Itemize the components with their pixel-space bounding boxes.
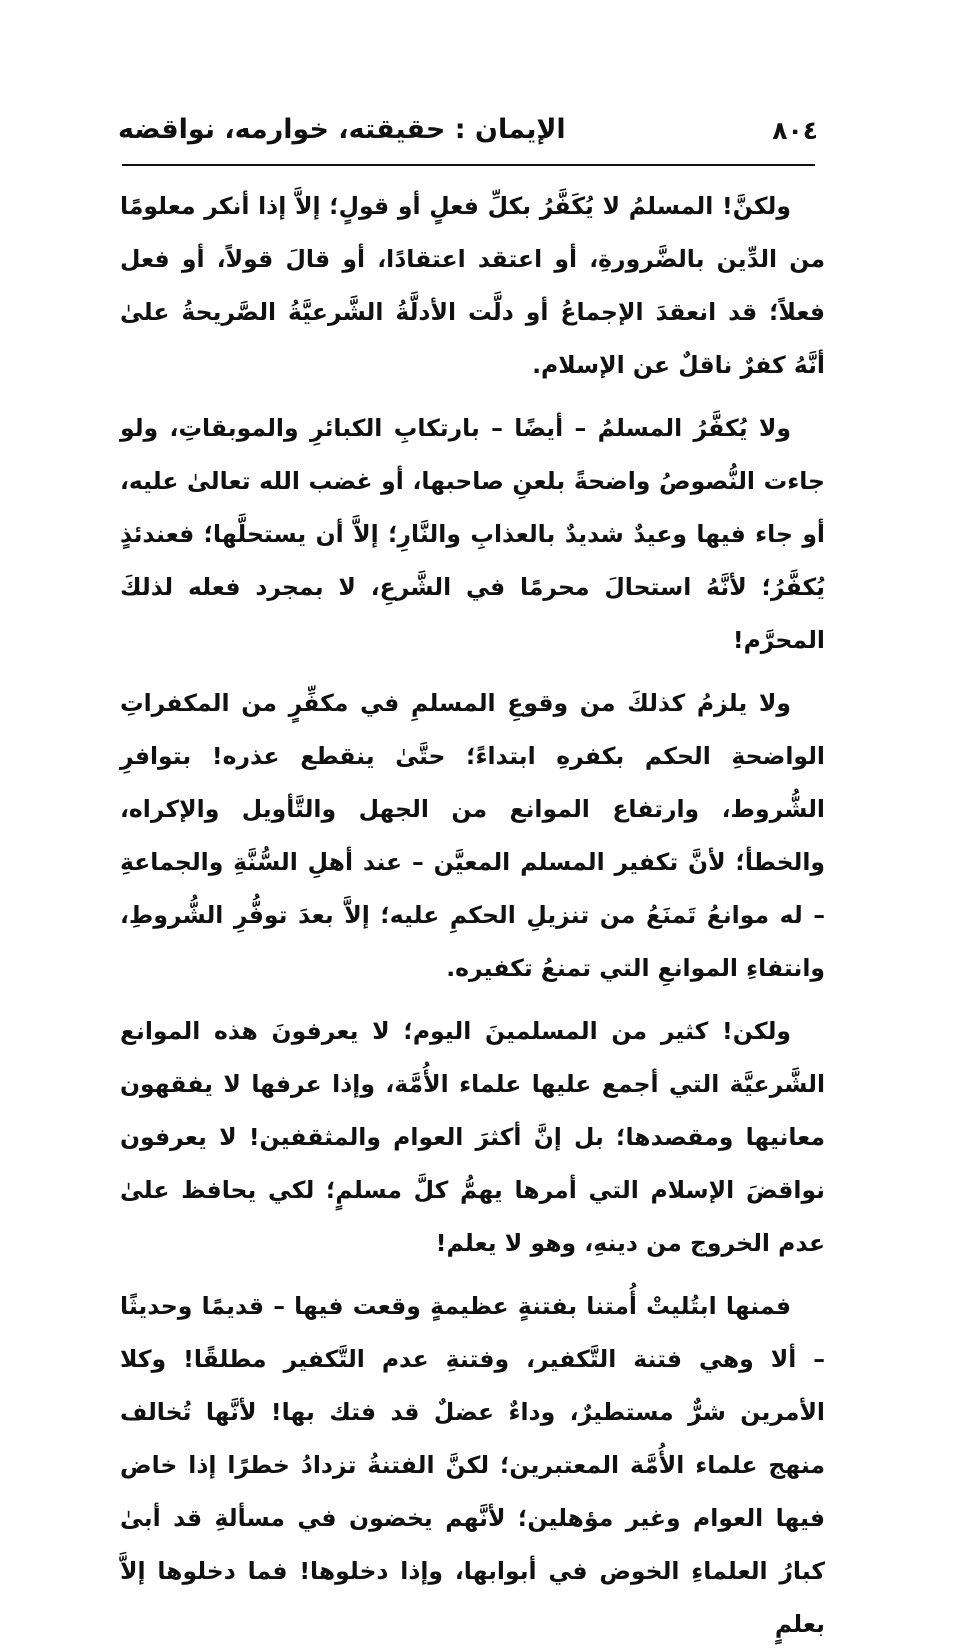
header-rule: [122, 164, 815, 166]
paragraph: فمنها ابتُليتْ أُمتنا بفتنةٍ عظيمةٍ وقعت فيها – قديمًا وحديثًا – ألا وهي فتنة التَّكفير، وفتنةِ عدم التَّكفير مطلقًا! وكلا الأمرين شرٌّ مستطيرٌ، وداءٌ عضلٌ قد فتك بها! لأنَّها تُخالف منهج علماء الأُمَّة المعتبرين؛ لكنَّ الفتنةُ تزدادُ خطرًا إذا خاض فيها العوام وغير مؤهلين؛ لأنَّهم يخضون في مسألةِ قد أبىٰ كبارُ العلماءِ الخوض في أبوابها، وإذا دخلوها! فما دخلوها إلاَّ بعلمٍ: [120, 1292, 825, 1638]
paragraph: ولكن! كثير من المسلمينَ اليوم؛ لا يعرفونَ هذه الموانع الشَّرعيَّة التي أجمع عليها علماء الأُمَّة، وإذا عرفها لا يفقهون معانيها ومقصدها؛ بل إنَّ أكثرَ العوام والمثقفين! لا يعرفون نواقضَ الإسلام التي أمرها يهمُّ كلَّ مسلمٍ؛ لكي يحافظ علىٰ عدم الخروج من دينهِ، وهو لا يعلم!: [120, 1017, 825, 1257]
paragraph: ولا يُكفَّرُ المسلمُ – أيضًا – بارتكابِ الكبائرِ والموبقاتِ، ولو جاءت النُّصوصُ واضحةً بلعنِ صاحبها، أو غضب الله تعالىٰ عليه، أو جاء فيها وعيدٌ شديدٌ بالعذابِ والنَّارِ؛ إلاَّ أن يستحلَّها؛ فعندئذٍ يُكفَّرُ؛ لأنَّهُ استحالَ محرمًا في الشَّرعِ، لا بمجرد فعله لذلكَ المحرَّم!: [120, 414, 825, 654]
page-number: ٨٠٤: [772, 116, 818, 145]
page-header: [118, 112, 818, 158]
paragraph: ولكنَّ! المسلمُ لا يُكَفَّرُ بكلِّ فعلٍ أو قولٍ؛ إلاَّ إذا أنكر معلومًا من الدِّين بالضَّرورةِ، أو اعتقد اعتقادًا، أو قالَ قولاً، أو فعل فعلاً؛ قد انعقدَ الإجماعُ أو دلَّت الأدلَّةُ الشَّرعيَّةُ الصَّريحةُ علىٰ أنَّهُ كفرٌ ناقلٌ عن الإسلام.: [120, 192, 825, 379]
running-head: الإيمان : حقيقته، خوارمه، نواقضه: [118, 114, 566, 145]
body-text: [120, 180, 825, 1651]
paragraph: ولا يلزمُ كذلكَ من وقوعِ المسلمِ في مكفِّرٍ من المكفراتِ الواضحةِ الحكم بكفرهِ ابتداءً؛ حتَّىٰ ينقطع عذره! بتوافرِ الشُّروط، وارتفاع الموانع من الجهل والتَّأويل والإكراه، والخطأ؛ لأنَّ تكفير المسلم المعيَّن – عند أهلِ السُّنَّةِ والجماعةِ – له موانعُ تَمنَعُ من تنزيلِ الحكمِ عليه؛ إلاَّ بعدَ توفُّرِ الشُّروطِ، وانتفاءِ الموانعِ التي تمنعُ تكفيره.: [120, 689, 825, 982]
